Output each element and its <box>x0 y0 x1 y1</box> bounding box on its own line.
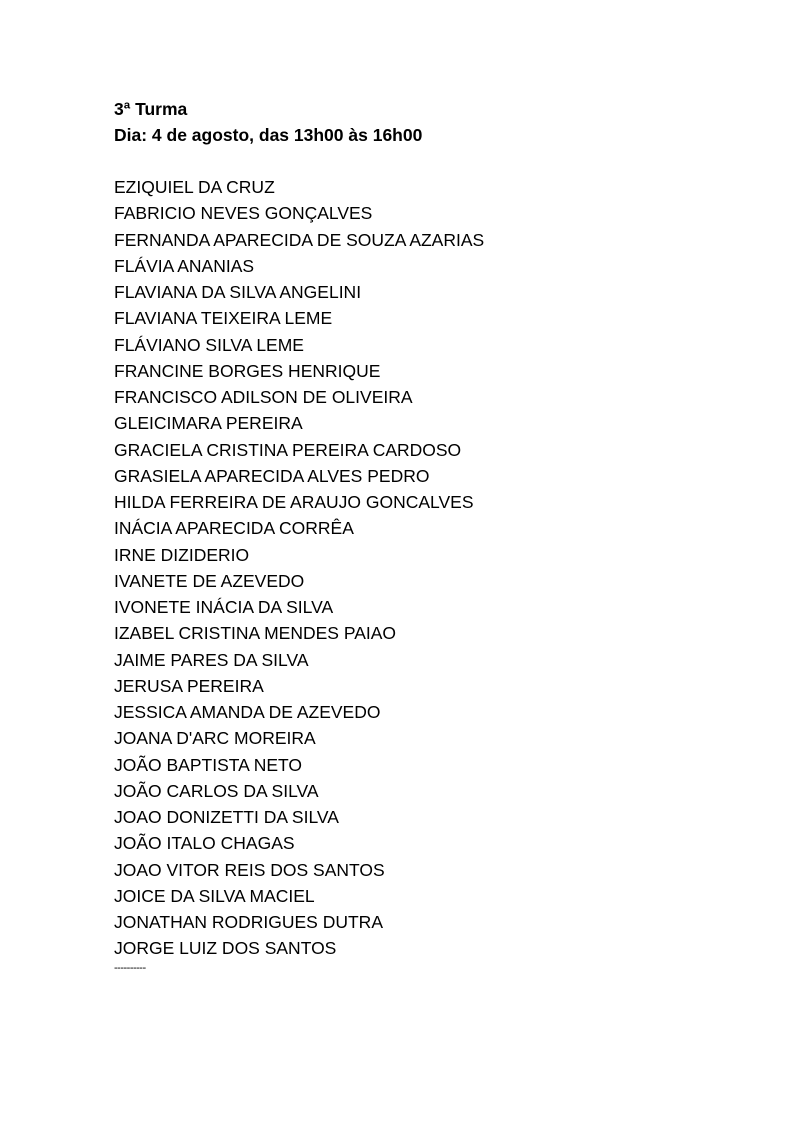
list-item: GLEICIMARA PEREIRA <box>114 413 303 434</box>
list-item: FLAVIANA TEIXEIRA LEME <box>114 308 333 329</box>
list-item: GRACIELA CRISTINA PEREIRA CARDOSO <box>114 439 462 460</box>
list-item: FRANCINE BORGES HENRIQUE <box>114 360 381 381</box>
list-item: HILDA FERREIRA DE ARAUJO GONCALVES <box>114 492 474 512</box>
dashed-divider: ---------- <box>114 961 146 974</box>
list-item: JOANA D'ARC MOREIRA <box>114 728 316 749</box>
list-item: IVANETE DE AZEVEDO <box>114 570 305 591</box>
list-item: FLÁVIA ANANIAS <box>114 255 255 276</box>
list-item: JOAO DONIZETTI DA SILVA <box>114 807 339 827</box>
list-item: IVONETE INÁCIA DA SILVA <box>114 597 334 617</box>
list-item: JERUSA PEREIRA <box>114 675 264 696</box>
list-item: JONATHAN RODRIGUES DUTRA <box>114 912 383 932</box>
list-item: JOÃO ITALO CHAGAS <box>114 833 295 854</box>
list-item: JAIME PARES DA SILVA <box>114 649 309 670</box>
schedule-line: Dia: 4 de agosto, das 13h00 às 16h00 <box>114 125 423 145</box>
list-item: GRASIELA APARECIDA ALVES PEDRO <box>114 465 430 486</box>
list-item: FRANCISCO ADILSON DE OLIVEIRA <box>114 387 413 407</box>
list-item: JOÃO CARLOS DA SILVA <box>114 780 319 801</box>
document-page <box>114 96 774 974</box>
list-item: IRNE DIZIDERIO <box>114 544 250 565</box>
name-list <box>114 174 774 962</box>
group-title: 3ª Turma <box>114 99 188 119</box>
list-item: EZIQUIEL DA CRUZ <box>114 177 275 197</box>
list-item: FERNANDA APARECIDA DE SOUZA AZARIAS <box>114 229 485 250</box>
list-item: FABRICIO NEVES GONÇALVES <box>114 203 373 224</box>
list-item: JOAO VITOR REIS DOS SANTOS <box>114 859 385 880</box>
list-item: FLÁVIANO SILVA LEME <box>114 334 304 355</box>
list-item: FLAVIANA DA SILVA ANGELINI <box>114 282 362 302</box>
list-item: JESSICA AMANDA DE AZEVEDO <box>114 702 381 722</box>
list-item: JOICE DA SILVA MACIEL <box>114 885 315 906</box>
list-item: JOÃO BAPTISTA NETO <box>114 754 303 775</box>
list-item: INÁCIA APARECIDA CORRÊA <box>114 518 354 539</box>
list-item: JORGE LUIZ DOS SANTOS <box>114 938 337 959</box>
list-item: IZABEL CRISTINA MENDES PAIAO <box>114 623 397 644</box>
